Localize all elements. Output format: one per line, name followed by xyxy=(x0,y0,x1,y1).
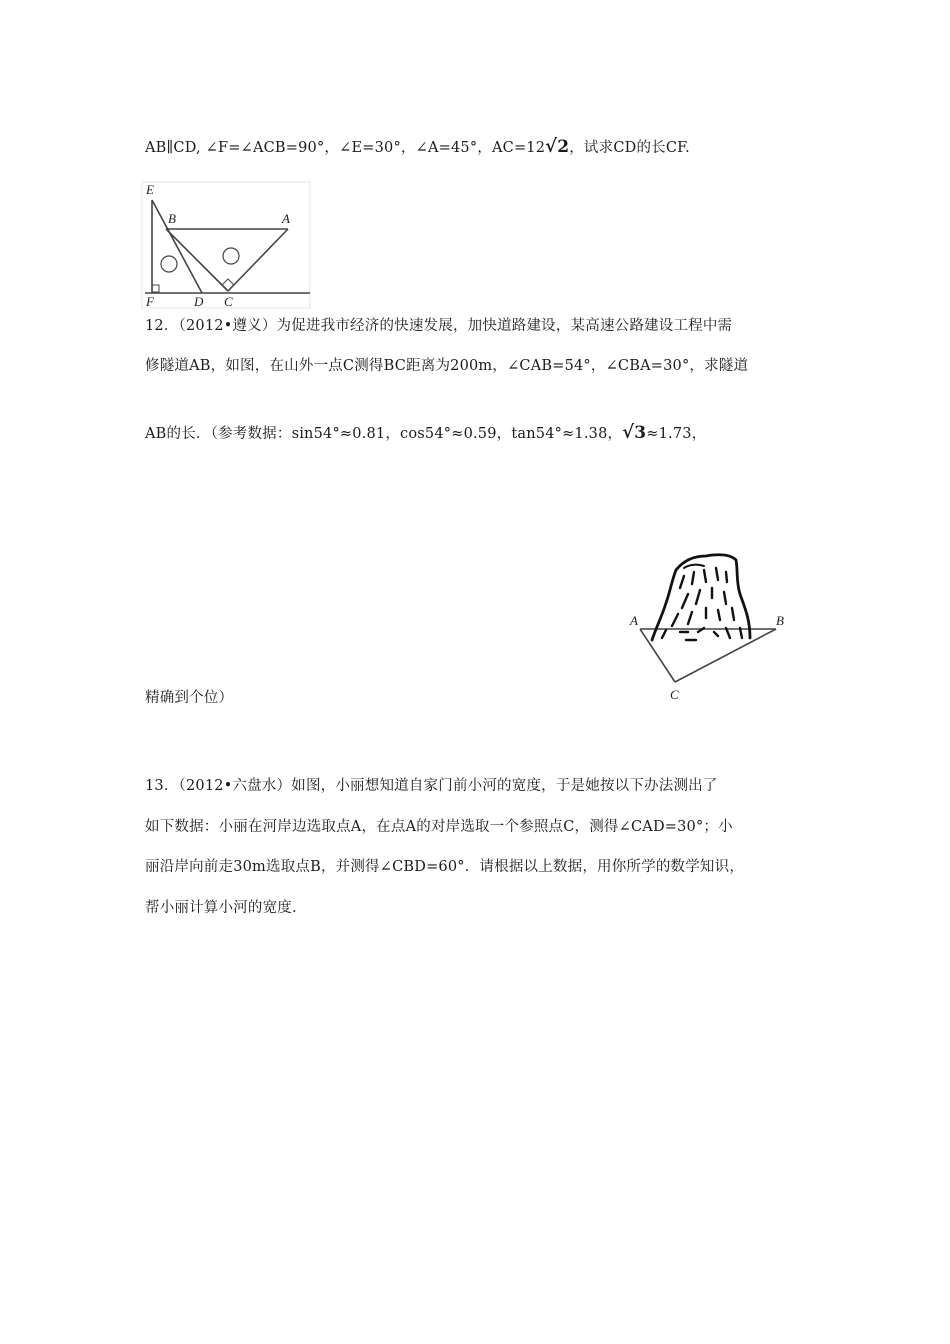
label-C: C xyxy=(224,294,233,309)
problem13-line4: 帮小丽计算小河的宽度. xyxy=(145,900,297,916)
label-F: F xyxy=(146,294,154,309)
problem13-line2: 如下数据：小丽在河岸边选取点A，在点A的对岸选取一个参照点C，测得∠CAD=30°；小 xyxy=(145,819,733,835)
problem11-figure xyxy=(140,180,315,310)
problem11-text-before: AB∥CD, ∠F=∠ACB=90°，∠E=30°，∠A=45°，AC=12 xyxy=(145,140,546,156)
problem12-sqrt3-value: ≈1.73， xyxy=(646,426,707,442)
problem12-reference-data: AB的长．（参考数据：sin54°≈0.81，cos54°≈0.59，tan54°≈1.38， xyxy=(145,426,623,442)
problem13-line3: 丽沿岸向前走30m选取点B，并测得∠CBD=60°．请根据以上数据，用你所学的数学知识， xyxy=(145,859,745,875)
problem12-line2: 修隧道AB，如图，在山外一点C测得BC距离为200m，∠CAB=54°，∠CBA=30°，求隧道 xyxy=(145,358,749,374)
problem11-text-after: ，试求CD的长CF. xyxy=(569,140,690,156)
label-C: C xyxy=(670,687,679,702)
sqrt-three: √3 xyxy=(622,422,647,443)
label-B: B xyxy=(168,211,176,226)
problem12-line4: 精确到个位） xyxy=(145,690,234,706)
label-D: D xyxy=(194,294,204,309)
sqrt-two: √2 xyxy=(545,136,570,157)
label-A: A xyxy=(282,211,290,226)
problem12-line1: 12．（2012•遵义）为促进我市经济的快速发展，加快道路建设，某高速公路建设工程中需 xyxy=(145,318,733,334)
problem12-figure xyxy=(626,548,796,708)
problem11-statement xyxy=(145,136,690,157)
label-A: A xyxy=(630,613,638,628)
problem13-line1: 13．（2012•六盘水）如图，小丽想知道自家门前小河的宽度，于是她按以下办法测出了 xyxy=(145,778,718,794)
label-E: E xyxy=(146,182,154,197)
label-B: B xyxy=(776,613,784,628)
problem12-line3 xyxy=(145,422,706,443)
